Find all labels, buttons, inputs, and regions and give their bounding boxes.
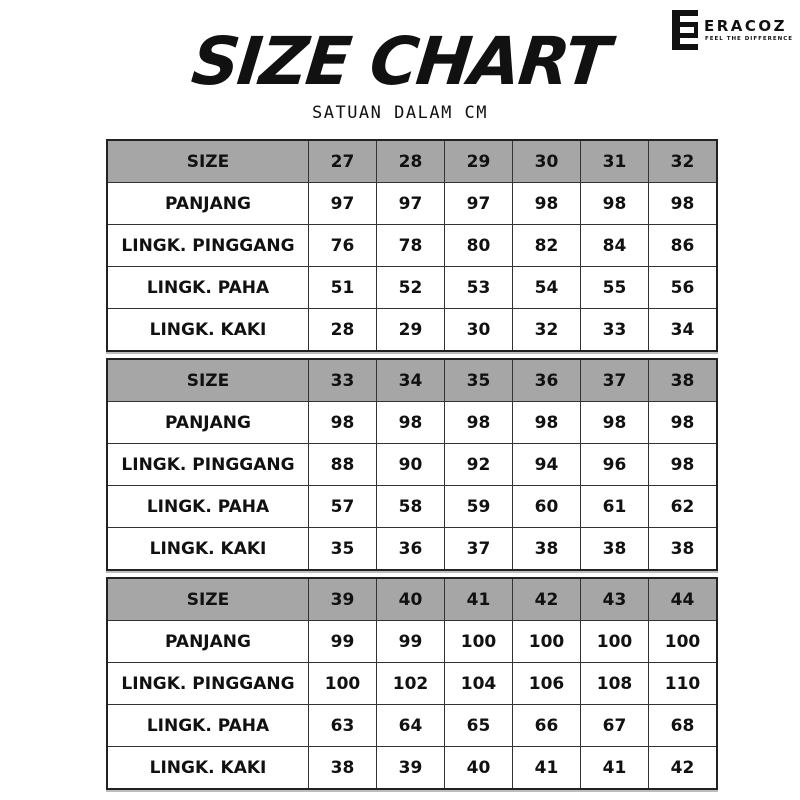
row-label: PANJANG	[107, 621, 309, 663]
table-cell: 59	[445, 486, 513, 528]
size-header-cell: 39	[309, 578, 377, 621]
brand-e-icon	[672, 10, 698, 50]
table-cell: 65	[445, 705, 513, 747]
table-cell: 60	[513, 486, 581, 528]
table-row	[107, 267, 717, 309]
table-cell: 62	[649, 486, 718, 528]
size-header-cell: 38	[649, 359, 718, 402]
row-label: LINGK. KAKI	[107, 528, 309, 571]
table-cell: 61	[581, 486, 649, 528]
size-header-cell: 43	[581, 578, 649, 621]
size-header-row	[107, 359, 717, 402]
table-cell: 97	[309, 183, 377, 225]
table-cell: 98	[513, 402, 581, 444]
table-cell: 88	[309, 444, 377, 486]
size-header-label: SIZE	[107, 359, 309, 402]
table-cell: 98	[581, 402, 649, 444]
table-row	[107, 528, 717, 571]
table-cell: 67	[581, 705, 649, 747]
table-row	[107, 225, 717, 267]
table-cell: 100	[445, 621, 513, 663]
table-cell: 110	[649, 663, 718, 705]
size-header-cell: 36	[513, 359, 581, 402]
table-cell: 51	[309, 267, 377, 309]
table-cell: 29	[377, 309, 445, 352]
table-cell: 41	[513, 747, 581, 790]
size-header-cell: 28	[377, 140, 445, 183]
row-label: LINGK. KAKI	[107, 747, 309, 790]
row-label: PANJANG	[107, 402, 309, 444]
table-cell: 54	[513, 267, 581, 309]
table-row	[107, 402, 717, 444]
table-cell: 52	[377, 267, 445, 309]
table-cell: 53	[445, 267, 513, 309]
size-header-label: SIZE	[107, 578, 309, 621]
table-cell: 38	[513, 528, 581, 571]
table-cell: 40	[445, 747, 513, 790]
table-cell: 104	[445, 663, 513, 705]
size-header-cell: 29	[445, 140, 513, 183]
table-cell: 86	[649, 225, 718, 267]
size-table-2	[106, 358, 718, 571]
table-cell: 76	[309, 225, 377, 267]
table-cell: 66	[513, 705, 581, 747]
table-cell: 97	[377, 183, 445, 225]
table-cell: 100	[309, 663, 377, 705]
table-cell: 64	[377, 705, 445, 747]
table-cell: 55	[581, 267, 649, 309]
table-row	[107, 444, 717, 486]
table-cell: 100	[649, 621, 718, 663]
row-label: LINGK. PINGGANG	[107, 225, 309, 267]
brand-tagline: FEEL THE DIFFERENCE	[705, 36, 793, 42]
table-cell: 98	[377, 402, 445, 444]
table-cell: 63	[309, 705, 377, 747]
table-cell: 34	[649, 309, 718, 352]
size-header-cell: 42	[513, 578, 581, 621]
table-cell: 42	[649, 747, 718, 790]
table-cell: 98	[445, 402, 513, 444]
row-label: LINGK. PINGGANG	[107, 663, 309, 705]
row-label: LINGK. PAHA	[107, 267, 309, 309]
size-header-cell: 32	[649, 140, 718, 183]
size-header-cell: 31	[581, 140, 649, 183]
table-row	[107, 486, 717, 528]
table-cell: 106	[513, 663, 581, 705]
size-header-label: SIZE	[107, 140, 309, 183]
row-label: PANJANG	[107, 183, 309, 225]
size-header-cell: 27	[309, 140, 377, 183]
table-cell: 33	[581, 309, 649, 352]
table-cell: 41	[581, 747, 649, 790]
table-cell: 80	[445, 225, 513, 267]
table-cell: 92	[445, 444, 513, 486]
table-cell: 28	[309, 309, 377, 352]
size-header-cell: 37	[581, 359, 649, 402]
table-cell: 58	[377, 486, 445, 528]
table-cell: 94	[513, 444, 581, 486]
table-cell: 108	[581, 663, 649, 705]
table-cell: 90	[377, 444, 445, 486]
table-cell: 98	[649, 402, 718, 444]
table-row	[107, 621, 717, 663]
size-header-cell: 30	[513, 140, 581, 183]
page-subtitle: SATUAN DALAM CM	[311, 103, 489, 123]
table-cell: 38	[309, 747, 377, 790]
table-row	[107, 705, 717, 747]
size-header-cell: 41	[445, 578, 513, 621]
table-cell: 38	[649, 528, 718, 571]
table-cell: 102	[377, 663, 445, 705]
table-cell: 30	[445, 309, 513, 352]
table-cell: 98	[649, 183, 718, 225]
table-row	[107, 663, 717, 705]
table-cell: 100	[581, 621, 649, 663]
size-header-cell: 33	[309, 359, 377, 402]
table-cell: 96	[581, 444, 649, 486]
table-cell: 98	[649, 444, 718, 486]
size-header-row	[107, 140, 717, 183]
table-row	[107, 309, 717, 352]
table-cell: 99	[309, 621, 377, 663]
size-header-cell: 44	[649, 578, 718, 621]
size-table-1	[106, 139, 718, 352]
size-header-row	[107, 578, 717, 621]
size-header-cell: 34	[377, 359, 445, 402]
table-cell: 35	[309, 528, 377, 571]
table-cell: 39	[377, 747, 445, 790]
size-header-cell: 40	[377, 578, 445, 621]
row-label: LINGK. PAHA	[107, 486, 309, 528]
table-row	[107, 183, 717, 225]
table-cell: 38	[581, 528, 649, 571]
brand-name: ERACOZ	[704, 17, 788, 35]
brand-logo	[672, 10, 797, 50]
table-cell: 98	[513, 183, 581, 225]
table-cell: 98	[581, 183, 649, 225]
table-cell: 98	[309, 402, 377, 444]
table-cell: 37	[445, 528, 513, 571]
table-cell: 56	[649, 267, 718, 309]
table-cell: 84	[581, 225, 649, 267]
row-label: LINGK. PAHA	[107, 705, 309, 747]
table-cell: 100	[513, 621, 581, 663]
table-cell: 57	[309, 486, 377, 528]
table-cell: 68	[649, 705, 718, 747]
size-header-cell: 35	[445, 359, 513, 402]
size-table-3	[106, 577, 718, 790]
page-title: SIZE CHART	[188, 23, 612, 100]
row-label: LINGK. PINGGANG	[107, 444, 309, 486]
table-cell: 78	[377, 225, 445, 267]
table-cell: 82	[513, 225, 581, 267]
table-cell: 97	[445, 183, 513, 225]
table-cell: 32	[513, 309, 581, 352]
table-row	[107, 747, 717, 790]
table-cell: 99	[377, 621, 445, 663]
row-label: LINGK. KAKI	[107, 309, 309, 352]
table-cell: 36	[377, 528, 445, 571]
